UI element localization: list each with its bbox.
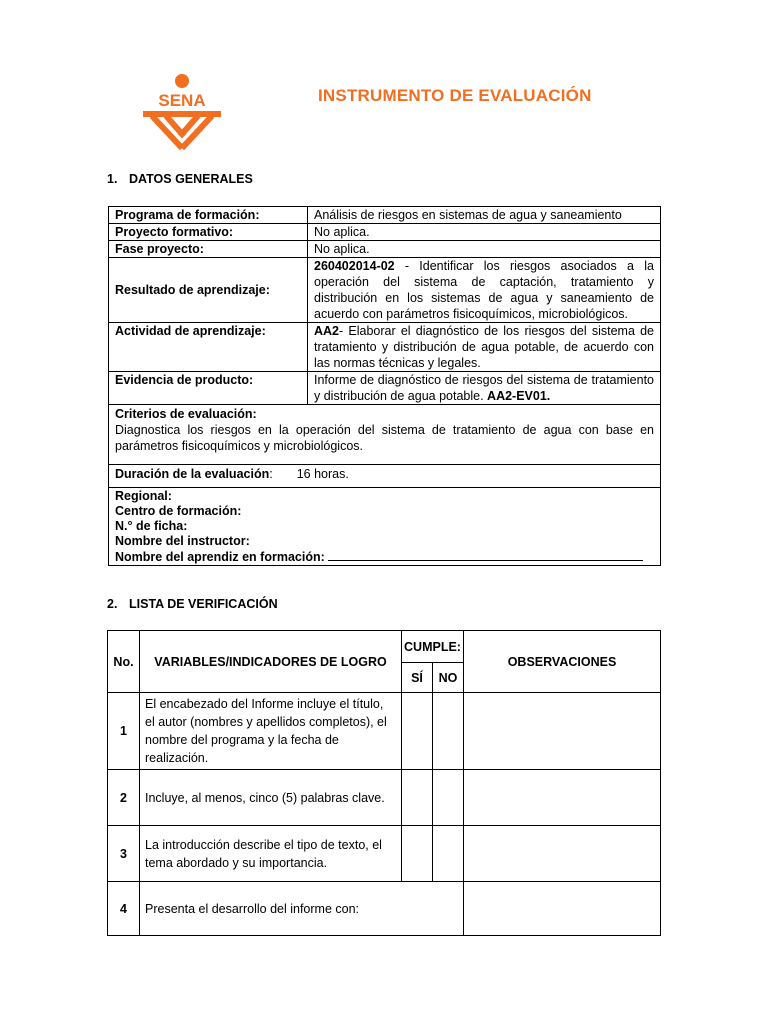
value-actividad [308, 323, 661, 372]
section-number: 1. [107, 172, 118, 186]
row-number: 2 [108, 770, 140, 826]
header-observaciones: OBSERVACIONES [464, 631, 661, 693]
checklist-table [107, 630, 661, 936]
table-row [109, 405, 661, 465]
label-programa: Programa de formación: [109, 207, 308, 224]
value-proyecto: No aplica. [308, 224, 661, 241]
actividad-code: AA2 [314, 324, 340, 338]
cumple-si-cell[interactable] [402, 693, 433, 770]
row-text: Presenta el desarrollo del informe con: [140, 882, 464, 936]
header-variables: VARIABLES/INDICADORES DE LOGRO [140, 631, 402, 693]
header-no: No. [108, 631, 140, 693]
criterios-cell [109, 405, 661, 465]
observaciones-cell[interactable] [464, 770, 661, 826]
row-number: 3 [108, 826, 140, 882]
observaciones-cell[interactable] [464, 826, 661, 882]
header-no-col: NO [433, 663, 464, 693]
general-data-table [108, 206, 661, 566]
resultado-code: 260402014-02 [314, 259, 395, 273]
row-text: Incluye, al menos, cinco (5) palabras clave. [140, 770, 402, 826]
table-row [109, 372, 661, 405]
label-proyecto: Proyecto formativo: [109, 224, 308, 241]
section-number: 2. [107, 597, 118, 611]
actividad-text: - Elaborar el diagnóstico de los riesgos del sistema de tratamiento y distribución de agua potable, de acuerdo con las normas técnicas y legales. [314, 324, 654, 370]
aprendiz-fill-line [328, 549, 643, 561]
evidencia-text: Informe de diagnóstico de riesgos del sistema de tratamiento y distribución de agua potable. [314, 373, 654, 403]
label-criterios: Criterios de evaluación: [115, 407, 257, 421]
page-title: INSTRUMENTO DE EVALUACIÓN [318, 86, 592, 105]
datos-aprendiz-cell [109, 488, 661, 566]
table-row [109, 207, 661, 224]
label-duracion: Duración de la evaluación [115, 467, 270, 481]
row-number: 1 [108, 693, 140, 770]
header-row [108, 631, 661, 663]
duracion-separator: : [269, 467, 273, 481]
label-actividad: Actividad de aprendizaje: [109, 323, 308, 372]
label-instructor: Nombre del instructor: [115, 534, 250, 548]
label-regional: Regional: [115, 489, 172, 503]
label-fase: Fase proyecto: [109, 241, 308, 258]
duracion-cell [109, 465, 661, 488]
table-row [108, 693, 661, 770]
cumple-no-cell[interactable] [433, 826, 464, 882]
cumple-no-cell[interactable] [433, 693, 464, 770]
table-row [109, 488, 661, 566]
table-row [109, 465, 661, 488]
table-row [109, 323, 661, 372]
evidencia-code: AA2-EV01. [487, 389, 551, 403]
resultado-text: - Identificar los riesgos asociados a la operación del sistema de captación, tratamiento y distribución en los sistemas de agua y saneamiento de acuerdo con parámetros fisicoquímicos, microbiológicos. [314, 259, 654, 321]
value-duracion: 16 horas. [296, 467, 349, 481]
cumple-si-cell[interactable] [402, 826, 433, 882]
logo-text: SENA [158, 91, 206, 110]
observaciones-cell[interactable] [464, 693, 661, 770]
table-row [109, 241, 661, 258]
table-row [109, 258, 661, 323]
cumple-si-cell[interactable] [402, 770, 433, 826]
label-ficha: N.° de ficha: [115, 519, 188, 533]
value-programa: Análisis de riesgos en sistemas de agua y saneamiento [308, 207, 661, 224]
header-cumple: CUMPLE: [402, 631, 464, 663]
section-title-checklist [107, 597, 278, 611]
label-centro: Centro de formación: [115, 504, 242, 518]
table-row [108, 770, 661, 826]
section-label: LISTA DE VERIFICACIÓN [129, 597, 278, 611]
cumple-no-cell[interactable] [433, 770, 464, 826]
value-resultado [308, 258, 661, 323]
sena-logo-icon [142, 72, 222, 152]
section-title-general [107, 172, 253, 186]
row-text: La introducción describe el tipo de texto, el tema abordado y su importancia. [140, 826, 402, 882]
row-text: El encabezado del Informe incluye el título, el autor (nombres y apellidos completos), el nombre del programa y la fecha de realización. [140, 693, 402, 770]
label-resultado: Resultado de aprendizaje: [109, 258, 308, 323]
observaciones-cell[interactable] [464, 882, 661, 936]
table-row [108, 826, 661, 882]
row-number: 4 [108, 882, 140, 936]
label-evidencia: Evidencia de producto: [109, 372, 308, 405]
value-evidencia [308, 372, 661, 405]
value-criterios: Diagnostica los riesgos en la operación del sistema de tratamiento de agua con base en parámetros fisicoquímicos y microbiológicos. [115, 423, 654, 453]
section-label: DATOS GENERALES [129, 172, 253, 186]
label-aprendiz: Nombre del aprendiz en formación: [115, 550, 325, 564]
table-row [109, 224, 661, 241]
header-si: SÍ [402, 663, 433, 693]
table-row [108, 882, 661, 936]
value-fase: No aplica. [308, 241, 661, 258]
